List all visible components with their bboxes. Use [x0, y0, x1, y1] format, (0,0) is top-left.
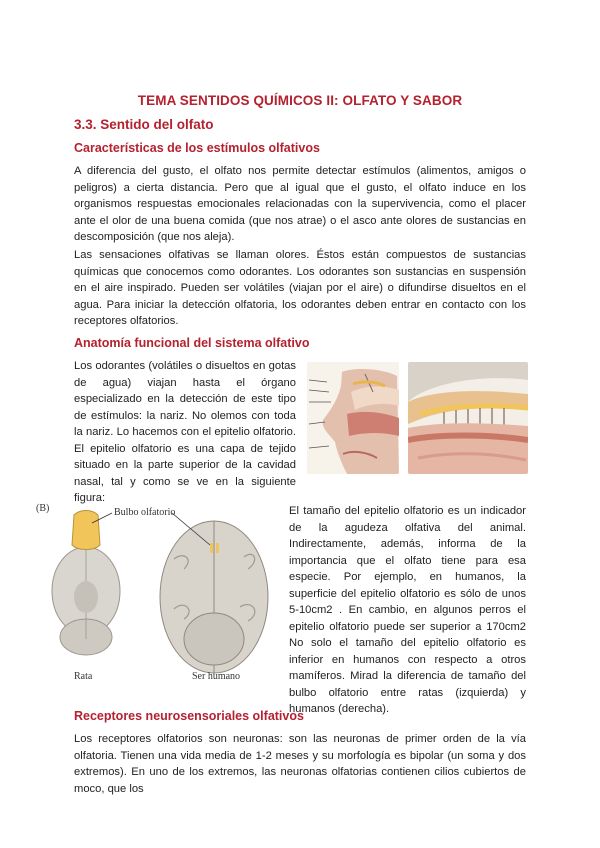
nasal-cavity-illustration [307, 362, 399, 474]
human-label: Ser humano [192, 671, 241, 682]
figure-panel-label: (B) [36, 503, 50, 514]
paragraph-intro [74, 163, 526, 246]
human-brain [160, 521, 268, 675]
subheading-anatomy: Anatomía funcional del sistema olfativo [74, 336, 310, 350]
bulb-label: Bulbo olfatorio [114, 507, 176, 518]
paragraph-receptors [74, 731, 526, 797]
nasal-cavity-figure [307, 362, 399, 474]
subheading-receptors: Receptores neurosensoriales olfativos [74, 709, 304, 723]
epithelium-illustration [408, 362, 528, 474]
brain-illustration [34, 499, 284, 685]
page-title: TEMA SENTIDOS QUÍMICOS II: OLFATO Y SABOR [137, 93, 463, 108]
paragraph-text: Las sensaciones olfativas se llaman olores. Éstos están compuestos de sustancias químicas que conocemos como odorantes. Los odorantes son sustancias en suspensión en el aire inspirado. Pueden ser volátiles (viajan por el aire) o difundirse disueltos en el agua. Para iniciar la detección olfatoria, los odorantes deben entrar en contacto con los receptores olfatorios. [74, 249, 526, 327]
paragraph-text: Los receptores olfatorios son neuronas: son las neuronas de primer orden de la vía olfatoria. Tienen una vida media de 1-2 meses y su morfología es bipolar (un soma y dos extremos). En uno de los extremos, las neuronas olfatorias contienen cilios cubiertos de moco, que los [74, 733, 526, 795]
paragraph-odors [74, 247, 526, 330]
section-heading: 3.3. Sentido del olfato [74, 117, 214, 132]
paragraph-text: Los odorantes (volátiles o disueltos en gotas de agua) viajan hasta el órgano especializado en la detección de este tipo de estímulos: la nariz. No olemos con toda la nariz. Lo hacemos con el epitelio olfatorio. El epitelio olfatorio es una capa de tejido situado en la parte superior de la cavidad nasal, tal y como se ve en la siguiente figura: [74, 360, 296, 504]
rat-label: Rata [74, 671, 93, 682]
paragraph-text: El tamaño del epitelio olfatorio es un indicador de la agudeza olfativa del animal. Indirectamente, además, informa de la importancia que el olfato tiene para esa especie. Por ejemplo, en humanos, la superficie del epitelio olfatorio es sólo de unos 5-10cm2 . En cambio, en algunos perros el epitelio olfatorio puede ser superior a 170cm2 No solo el tamaño del epitelio olfatorio es inferior en humanos con respecto a otros mamíferos. Mirad la diferencia de tamaño del bulbo olfatorio entre ratas (izquierda) y humanos (derecha). [289, 505, 526, 715]
paragraph-text: A diferencia del gusto, el olfato nos permite detectar estímulos (alimentos, amigos o peligros) a cierta distancia. Pero que al igual que el gusto, el olfato induce en los organismos respuestas emocionales relacionadas con la supervivencia, como el placer ante el olor de una buena comida (que nos atrae) o el asco ante olores de sustancias en descomposición (que nos aleja). [74, 165, 526, 243]
subheading-characteristics: Características de los estímulos olfativos [74, 141, 320, 155]
rat-brain [52, 511, 120, 656]
brain-comparison-figure [34, 499, 284, 685]
olfactory-epithelium-figure [408, 362, 528, 474]
paragraph-epithelium-size [289, 503, 526, 718]
paragraph-anatomy [74, 358, 296, 507]
